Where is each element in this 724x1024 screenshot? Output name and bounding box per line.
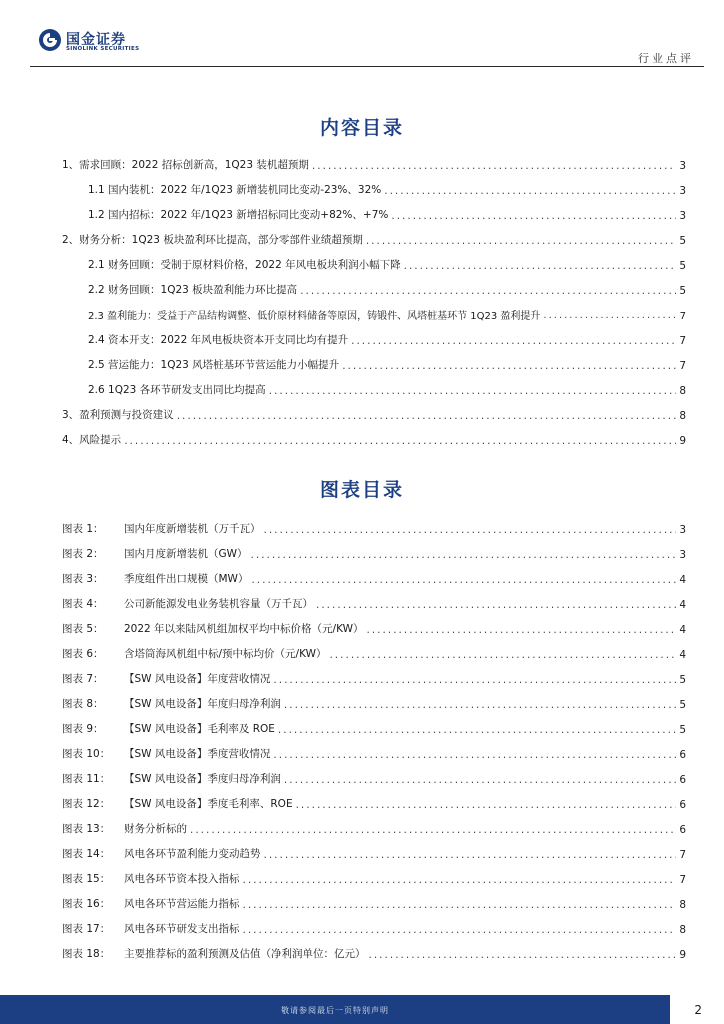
figure-page: 5 — [679, 674, 686, 686]
figure-page: 7 — [679, 849, 686, 861]
toc-page: 7 — [679, 311, 686, 322]
figure-label: 含塔筒海风机组中标/预中标均价（元/KW） — [124, 648, 327, 660]
figure-item[interactable] — [62, 791, 686, 811]
toc-page: 5 — [679, 285, 686, 297]
sinolink-logo — [38, 28, 158, 54]
figure-item[interactable] — [62, 866, 686, 886]
figure-label: 国内年度新增装机（万千瓦） — [124, 523, 261, 535]
figure-number: 图表 11： — [62, 773, 111, 785]
figure-label: 主要推荐标的盈利预测及估值（净利润单位：亿元） — [124, 948, 366, 960]
toc-page: 8 — [679, 410, 686, 422]
figure-page: 6 — [679, 749, 686, 761]
toc-title: 内容目录 — [319, 117, 404, 139]
figure-item[interactable] — [62, 891, 686, 911]
figure-item[interactable] — [62, 666, 686, 686]
figure-page: 6 — [679, 774, 686, 786]
figure-item[interactable] — [62, 691, 686, 711]
toc-page: 7 — [679, 360, 686, 372]
figure-number: 图表 10： — [62, 748, 111, 760]
figure-page: 3 — [679, 524, 686, 536]
figure-page: 5 — [679, 724, 686, 736]
figure-page: 9 — [679, 949, 686, 961]
figure-number: 图表 14： — [62, 848, 111, 860]
figure-item[interactable] — [62, 566, 686, 586]
figure-page: 5 — [679, 699, 686, 711]
figure-page: 3 — [679, 549, 686, 561]
figure-item[interactable] — [62, 716, 686, 736]
figure-label: 【SW 风电设备】年度归母净利润 — [124, 698, 281, 710]
figure-label: 公司新能源发电业务装机容量（万千瓦） — [124, 598, 313, 610]
figure-number: 图表 4： — [62, 598, 104, 610]
figure-number: 图表 15： — [62, 873, 111, 885]
toc-item[interactable]: 1.1 国内装机：2022 年/1Q23 新增装机同比变动-23%、32% ..... 3 — [88, 177, 686, 197]
toc-page: 9 — [679, 435, 686, 447]
figure-item[interactable] — [62, 841, 686, 861]
sinolink-logo-icon — [38, 28, 62, 52]
page-number: 2 — [694, 1003, 702, 1017]
toc-item[interactable]: 2.4 资本开支：2022 年风电板块资本开支同比均有提升 ..... 7 — [88, 327, 686, 347]
figure-item[interactable] — [62, 641, 686, 661]
figure-number: 图表 3： — [62, 573, 104, 585]
figure-page: 4 — [679, 649, 686, 661]
figure-item[interactable] — [62, 916, 686, 936]
figure-number: 图表 1： — [62, 523, 104, 535]
figure-number: 图表 2： — [62, 548, 104, 560]
toc-page: 3 — [679, 185, 686, 197]
figure-page: 4 — [679, 574, 686, 586]
toc-item[interactable]: 3、盈利预测与投资建议 ..... 8 — [62, 402, 686, 422]
logo-chinese-name: 国金证券 — [66, 32, 126, 48]
figure-item[interactable] — [62, 941, 686, 961]
figure-label: 风电各环节盈利能力变动趋势 — [124, 848, 261, 860]
figure-label: 【SW 风电设备】季度毛利率、ROE — [124, 798, 293, 810]
figure-number: 图表 13： — [62, 823, 111, 835]
figure-item[interactable] — [62, 816, 686, 836]
toc-item[interactable]: 4、风险提示 ..... 9 — [62, 427, 686, 447]
figure-label: 【SW 风电设备】年度营收情况 — [124, 673, 271, 685]
figure-number: 图表 9： — [62, 723, 104, 735]
toc-page: 7 — [679, 335, 686, 347]
toc-item[interactable]: 2.1 财务回顾：受制于原材料价格，2022 年风电板块利润小幅下降 ..... 5 — [88, 252, 686, 272]
toc-page: 5 — [679, 260, 686, 272]
toc-item[interactable]: 2.5 营运能力：1Q23 风塔桩基环节营运能力小幅提升 ..... 7 — [88, 352, 686, 372]
figures-title: 图表目录 — [319, 479, 404, 501]
toc-page: 3 — [679, 210, 686, 222]
toc-item[interactable]: 2、财务分析：1Q23 板块盈利环比提高，部分零部件业绩超预期 ..... 5 — [62, 227, 686, 247]
figure-label: 风电各环节营运能力指标 — [124, 898, 240, 910]
footer-notice: 敬请参阅最后一页特别声明 — [281, 1006, 389, 1015]
toc-item[interactable]: 2.6 1Q23 各环节研发支出同比均提高 ..... 8 — [88, 377, 686, 397]
figure-page: 6 — [679, 824, 686, 836]
figure-label: 季度组件出口规模（MW） — [124, 573, 249, 585]
figure-number: 图表 17： — [62, 923, 111, 935]
figure-number: 图表 12： — [62, 798, 111, 810]
figure-label: 【SW 风电设备】季度营收情况 — [124, 748, 271, 760]
figure-label: 【SW 风电设备】毛利率及 ROE — [124, 723, 275, 735]
figure-page: 8 — [679, 899, 686, 911]
figure-number: 图表 18： — [62, 948, 111, 960]
figure-page: 7 — [679, 874, 686, 886]
figure-item[interactable] — [62, 616, 686, 636]
toc-page: 3 — [679, 160, 686, 172]
figure-item[interactable] — [62, 591, 686, 611]
toc-item[interactable]: 2.3 盈利能力：受益于产品结构调整、低价原材料储备等原因，铸锻件、风塔桩基环节 1Q23 盈利提升 ..... 7 — [88, 302, 686, 322]
figure-item[interactable] — [62, 516, 686, 536]
figure-label: 2022 年以来陆风机组加权平均中标价格（元/KW） — [124, 623, 364, 635]
figure-label: 【SW 风电设备】季度归母净利润 — [124, 773, 281, 785]
toc-page: 5 — [679, 235, 686, 247]
figure-number: 图表 5： — [62, 623, 104, 635]
toc-item[interactable]: 2.2 财务回顾：1Q23 板块盈利能力环比提高 ..... 5 — [88, 277, 686, 297]
toc-page: 8 — [679, 385, 686, 397]
figure-page: 8 — [679, 924, 686, 936]
figure-label: 风电各环节研发支出指标 — [124, 923, 240, 935]
toc-item[interactable]: 1、需求回顾：2022 招标创新高，1Q23 装机超预期 ..... 3 — [62, 152, 686, 172]
figure-number: 图表 8： — [62, 698, 104, 710]
figure-number: 图表 6： — [62, 648, 104, 660]
logo-english-name: SINOLINK SECURITIES — [66, 46, 140, 52]
page-footer — [0, 995, 724, 1024]
figure-number: 图表 7： — [62, 673, 104, 685]
figure-number: 图表 16： — [62, 898, 111, 910]
report-category: 行业点评 — [638, 52, 694, 65]
header-divider — [30, 66, 704, 67]
figure-label: 风电各环节资本投入指标 — [124, 873, 240, 885]
figure-page: 4 — [679, 599, 686, 611]
figure-item[interactable] — [62, 741, 686, 761]
figure-item[interactable] — [62, 766, 686, 786]
figure-label: 财务分析标的 — [124, 823, 187, 835]
figure-page: 4 — [679, 624, 686, 636]
figure-page: 6 — [679, 799, 686, 811]
figure-item[interactable] — [62, 541, 686, 561]
toc-item[interactable]: 1.2 国内招标：2022 年/1Q23 新增招标同比变动+82%、+7% ..... 3 — [88, 202, 686, 222]
page-header — [0, 0, 724, 70]
figure-label: 国内月度新增装机（GW） — [124, 548, 248, 560]
